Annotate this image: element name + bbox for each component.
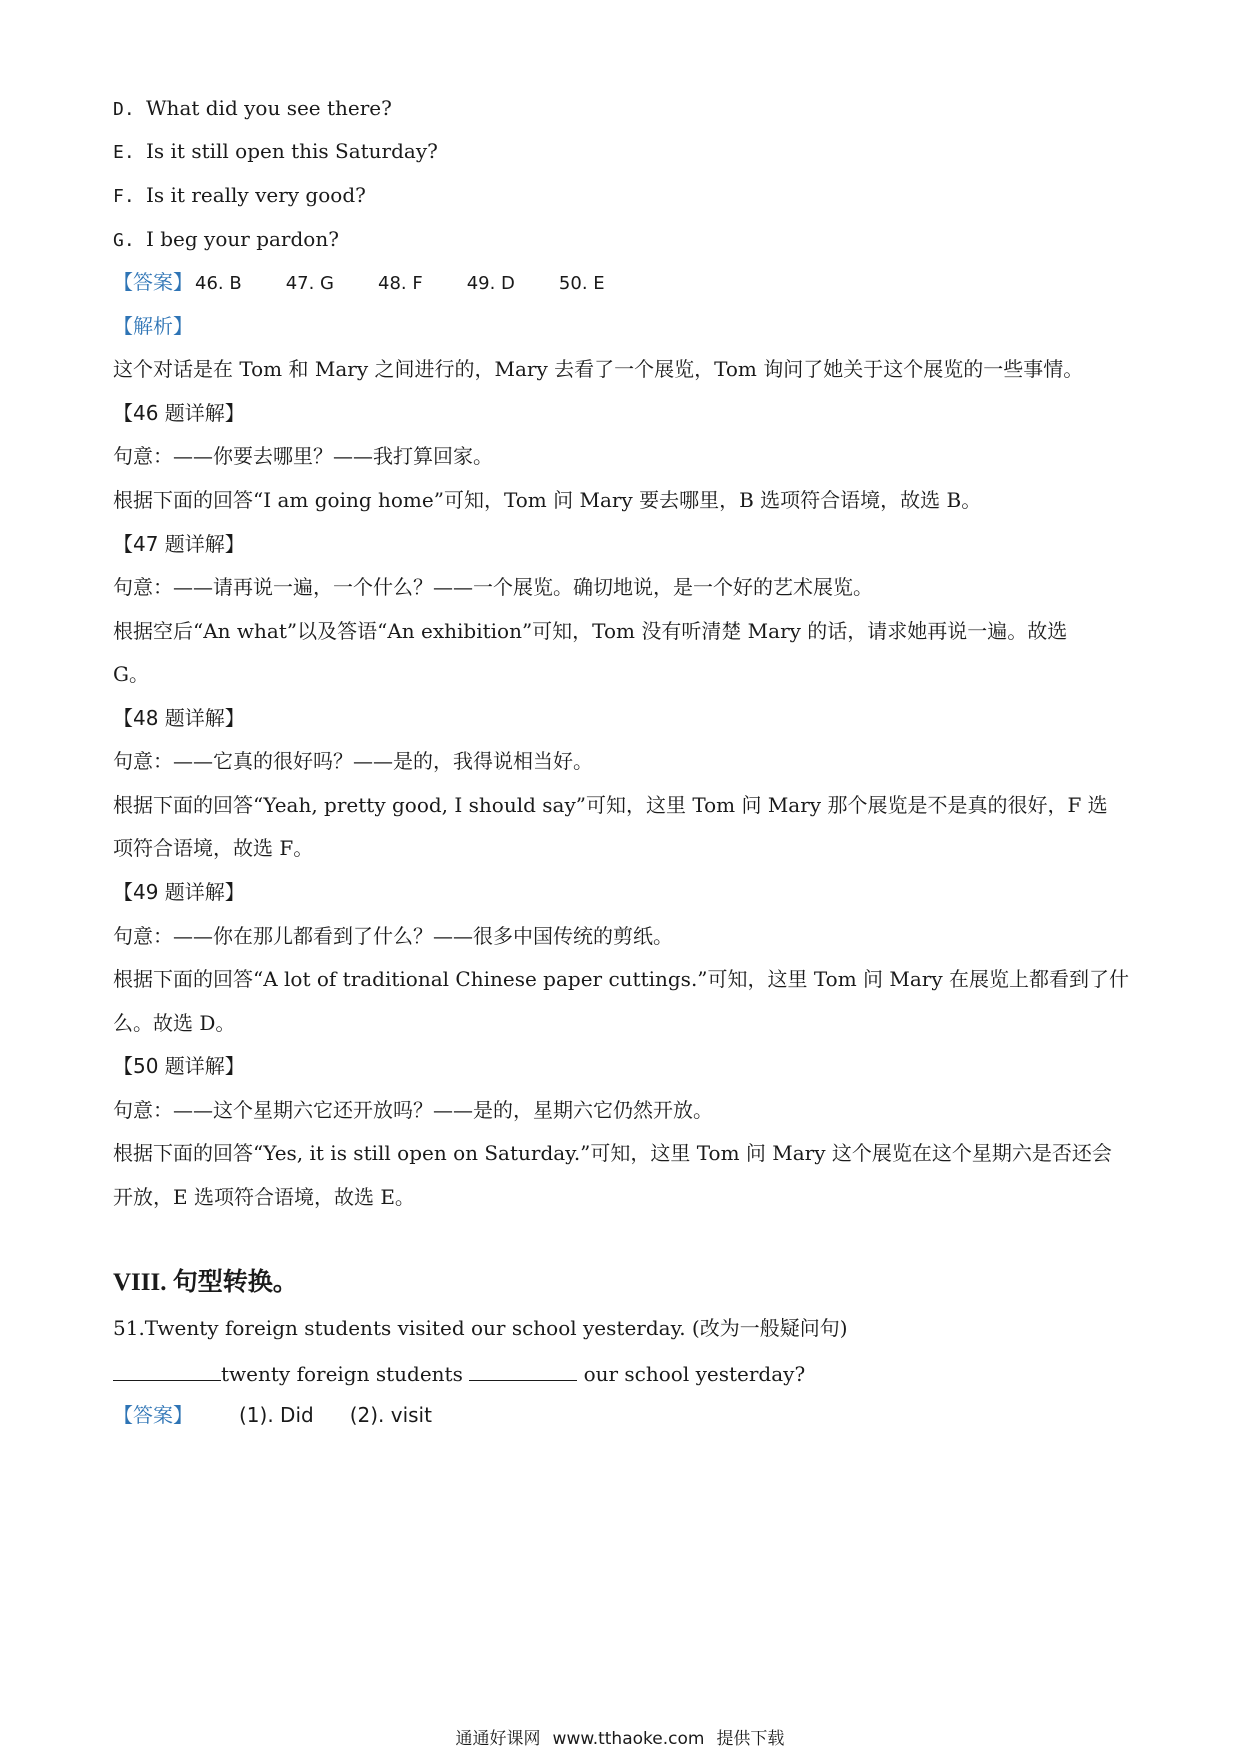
answer-item: 48. F [378,273,423,294]
option-text: What did you see there? [146,96,392,120]
option-d [113,94,1133,124]
detail-heading-49: 【49 题详解】 [113,880,245,904]
detail-text-50: 根据下面的回答“Yes, it is still open on Saturday.”可知，这里 Tom 问 Mary 这个展览在这个星期六是否还会 [113,1141,1112,1165]
analysis-intro: 这个对话是在 Tom 和 Mary 之间进行的，Mary 去看了一个展览，Tom 询问了她关于这个展览的一些事情。 [113,357,1084,381]
analysis-label: 【解析】 [113,314,193,338]
section-heading: VIII. 句型转换。 [113,1269,298,1296]
detail-text-46: 根据下面的回答“I am going home”可知，Tom 问 Mary 要去哪里，B 选项符合语境，故选 B。 [113,488,982,512]
detail-meaning-46: 句意：——你要去哪里？——我打算回家。 [113,444,493,468]
fill-part-1: twenty foreign students [221,1362,463,1386]
footer-site-name: 通通好课网 [455,1729,541,1749]
detail-text-50-cont: 开放，E 选项符合语境，故选 E。 [113,1185,415,1209]
detail-heading-46: 【46 题详解】 [113,401,245,425]
blank-2[interactable] [469,1358,577,1381]
detail-text-48: 根据下面的回答“Yeah, pretty good, I should say”可知，这里 Tom 问 Mary 那个展览是不是真的很好，F 选 [113,793,1108,817]
blank-1[interactable] [113,1358,221,1381]
detail-text-48-cont: 项符合语境，故选 F。 [113,836,314,860]
question-51: 51.Twenty foreign students visited our school yesterday. (改为一般疑问句) [113,1316,848,1340]
answer-51-1: (1). Did [239,1403,314,1427]
analysis-label-line [113,312,1133,340]
detail-text-49: 根据下面的回答“A lot of traditional Chinese paper cuttings.”可知，这里 Tom 问 Mary 在展览上都看到了什 [113,967,1130,991]
option-e [113,137,1133,167]
answer-line [113,268,1133,298]
answer-51-line [113,1401,1133,1429]
option-text: I beg your pardon? [146,227,339,251]
detail-text-49-cont: 么。故选 D。 [113,1011,236,1035]
answer-51-2: (2). visit [349,1403,432,1427]
footer-note: 提供下载 [716,1729,785,1749]
answer-label: 【答案】 [113,270,193,294]
detail-heading-50: 【50 题详解】 [113,1054,245,1078]
answer-item: 46. B [195,273,242,294]
option-letter: D. [113,99,135,120]
detail-heading-48: 【48 题详解】 [113,706,245,730]
detail-meaning-48: 句意：——它真的很好吗？——是的，我得说相当好。 [113,749,593,773]
option-text: Is it still open this Saturday? [146,139,438,163]
detail-meaning-49: 句意：——你在那儿都看到了什么？——很多中国传统的剪纸。 [113,924,673,948]
question-51-fill [113,1358,1133,1388]
footer-url[interactable]: www.tthaoke.com [552,1729,705,1749]
fill-part-2: our school yesterday? [583,1362,806,1386]
answer-label: 【答案】 [113,1403,193,1427]
option-letter: E. [113,142,135,163]
answer-item: 50. E [558,273,605,294]
option-text: Is it really very good? [146,183,366,207]
detail-text-47: 根据空后“An what”以及答语“An exhibition”可知，Tom 没有听清楚 Mary 的话，请求她再说一遍。故选 [113,619,1068,643]
detail-heading-47: 【47 题详解】 [113,532,245,556]
answer-item: 49. D [466,273,515,294]
option-g [113,225,1133,255]
option-letter: G. [113,230,135,251]
option-letter: F. [113,186,135,207]
option-f [113,181,1133,211]
detail-meaning-47: 句意：——请再说一遍，一个什么？——一个展览。确切地说，是一个好的艺术展览。 [113,575,873,599]
answer-item: 47. G [285,273,334,294]
detail-meaning-50: 句意：——这个星期六它还开放吗？——是的，星期六它仍然开放。 [113,1098,713,1122]
page-footer [0,1724,1240,1749]
detail-text-47-cont: G。 [113,662,149,686]
